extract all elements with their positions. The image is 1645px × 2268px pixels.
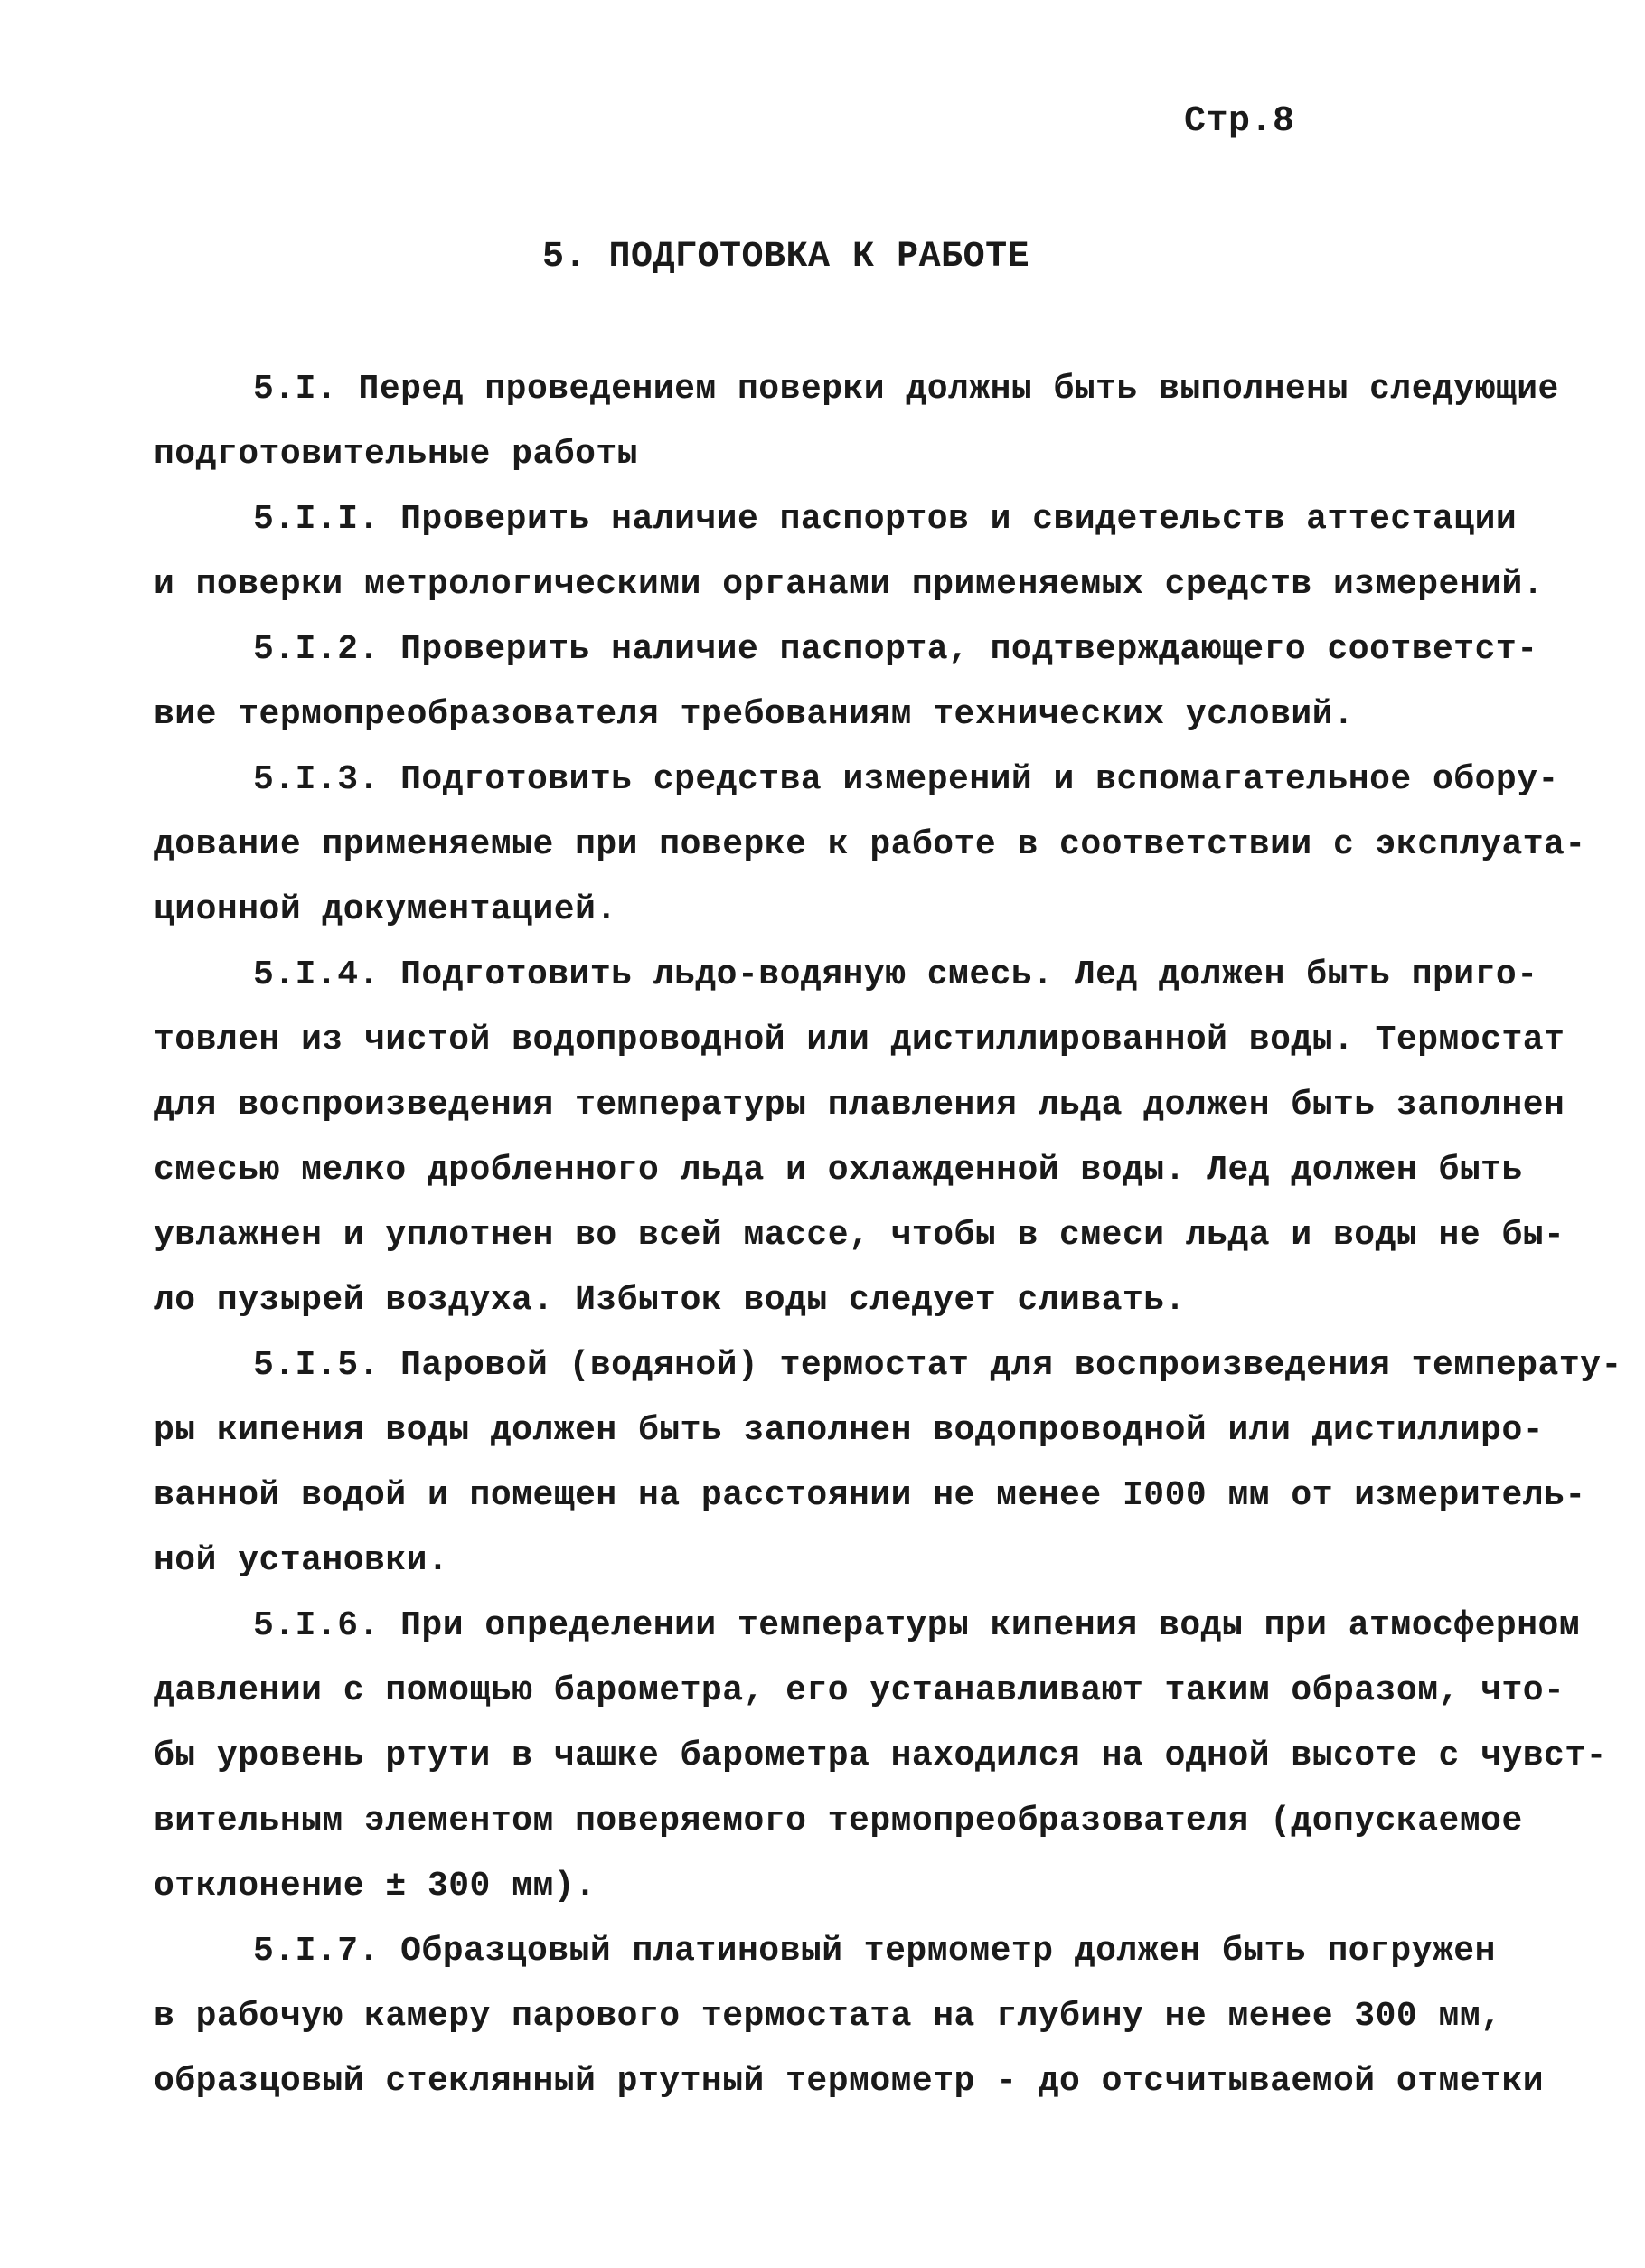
- section-title: 5. ПОДГОТОВКА К РАБОТЕ: [542, 237, 1030, 278]
- text-line: вительным элементом поверяемого термопреобразователя (допускаемое: [154, 1802, 1523, 1840]
- text-line: для воспроизведения температуры плавления льда должен быть заполнен: [154, 1086, 1565, 1125]
- text-line: ционной документацией.: [154, 890, 617, 929]
- text-line: 5.I.7. Образцовый платиновый термометр должен быть погружен: [253, 1932, 1496, 1971]
- paragraph-5-1-5: [154, 1333, 1622, 1594]
- text-line: в рабочую камеру парового термостата на глубину не менее 300 мм,: [154, 1997, 1502, 2036]
- text-line: давлении с помощью барометра, его устанавливают таким образом, что-: [154, 1671, 1565, 1710]
- text-line: 5.I. Перед проведением поверки должны быть выполнены следующие: [253, 370, 1559, 409]
- paragraph-5-1-3: [154, 748, 1586, 943]
- paragraph-5-1-7: [154, 1919, 1564, 2114]
- page-number: Стр.8: [1184, 101, 1295, 142]
- paragraph-5-1-2: [154, 617, 1564, 748]
- text-line: бы уровень ртути в чашке барометра находился на одной высоте с чувст-: [154, 1736, 1607, 1775]
- text-line: отклонение ± 300 мм).: [154, 1867, 597, 1906]
- text-line: ной установки.: [154, 1541, 449, 1580]
- text-line: и поверки метрологическими органами применяемых средств измерений.: [154, 565, 1545, 604]
- text-line: вие термопреобразователя требованиям технических условий.: [154, 695, 1355, 734]
- text-line: ры кипения воды должен быть заполнен водопроводной или дистиллиро-: [154, 1411, 1545, 1450]
- paragraph-5-1-1: [154, 487, 1564, 617]
- text-line: ло пузырей воздуха. Избыток воды следует сливать.: [154, 1281, 1186, 1320]
- paragraph-5-1-6: [154, 1594, 1607, 1919]
- paragraph-5-1: [154, 357, 1564, 487]
- text-line: 5.I.5. Паровой (водяной) термостат для воспроизведения температу-: [253, 1346, 1622, 1385]
- text-line: ванной водой и помещен на расстоянии не менее I000 мм от измеритель-: [154, 1476, 1586, 1515]
- text-line: 5.I.2. Проверить наличие паспорта, подтверждающего соответст-: [253, 630, 1538, 669]
- text-line: увлажнен и уплотнен во всей массе, чтобы в смеси льда и воды не бы-: [154, 1216, 1565, 1255]
- text-line: 5.I.4. Подготовить льдо-водяную смесь. Лед должен быть приго-: [253, 955, 1538, 994]
- text-line: 5.I.6. При определении температуры кипения воды при атмосферном: [253, 1606, 1581, 1645]
- text-line: 5.I.3. Подготовить средства измерений и вспомагательное обору-: [253, 760, 1559, 799]
- text-line: товлен из чистой водопроводной или дистиллированной воды. Термостат: [154, 1021, 1565, 1059]
- text-line: смесью мелко дробленного льда и охлажденной воды. Лед должен быть: [154, 1151, 1523, 1190]
- body-text: [154, 357, 1622, 2114]
- text-line: дование применяемые при поверке к работе в соответствии с эксплуата-: [154, 825, 1586, 864]
- text-line: образцовый стеклянный ртутный термометр - до отсчитываемой отметки: [154, 2062, 1545, 2101]
- text-line: подготовительные работы: [154, 435, 638, 474]
- text-line: 5.I.I. Проверить наличие паспортов и свидетельств аттестации: [253, 500, 1518, 539]
- paragraph-5-1-4: [154, 943, 1564, 1333]
